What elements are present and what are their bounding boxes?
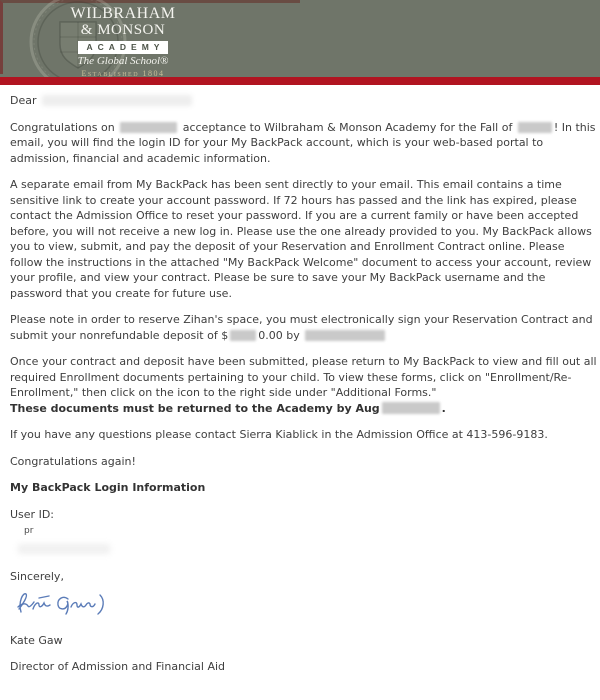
logo-established: Established 1804 — [81, 68, 165, 77]
reservation-text-1: Please note in order to reserve Zihan's space, you must electronically sign your Reservation Contract and submit your nonrefundable deposit of $ — [10, 313, 593, 342]
redacted-student-name — [120, 122, 177, 133]
redacted-recipient-name — [42, 95, 192, 106]
redacted-year — [518, 122, 552, 133]
logo-academy-banner: ACADEMY — [78, 41, 168, 54]
logo-name-line2: & MONSON — [80, 22, 166, 38]
paragraph-backpack-info: A separate email from My BackPack has been sent directly to your email. This email contains a time sensitive link to create your account password. If 72 hours has passed and the link has expired, please contact the Admission Office to reset your password. If you are a current family or have been accepted before, you will not receive a new log in. Please use the one already provided to you. My BackPack allows you to view, submit, and pay the deposit of your Reservation and Enrollment Contract online. Please follow the instructions in the attached "My BackPack Welcome" document to access your account, review your profile, and view your contract. Please be sure to save your My BackPack username and the password that you create for future use. — [10, 178, 592, 300]
congrats-text-2: acceptance to Wilbraham & Monson Academy for the Fall of — [179, 120, 516, 134]
paragraph-congratulations — [10, 120, 598, 167]
redacted-deposit-amount — [230, 330, 256, 341]
handwritten-signature — [14, 588, 598, 623]
user-id-block — [10, 507, 598, 539]
congrats-text-3: ! In this email, you will find the login ID for your My BackPack account, which is your web-based portal to admission, financial and academic information. — [10, 120, 596, 165]
signer-name: Kate Gaw — [10, 633, 63, 647]
closing-line: Sincerely, — [10, 569, 64, 583]
salutation-line — [10, 93, 598, 109]
signer-title: Director of Admission and Financial Aid — [10, 660, 226, 673]
enrollment-text: Once your contract and deposit have been submitted, please return to My BackPack to view and fill out all required Enrollment documents pertaining to your child. To view these forms, click on "Enrollment/Re-Enrollment," then click on the icon to the right side under "Additional Forms." — [10, 355, 597, 399]
redacted-user-id-line — [18, 544, 110, 554]
user-id-partial-value: pr — [24, 526, 34, 536]
redacted-due-date — [305, 330, 385, 341]
deadline-text: These documents must be returned to the Academy by Aug — [10, 401, 380, 415]
school-header — [0, 0, 600, 77]
signature-ink-icon — [14, 588, 114, 618]
paragraph-congrats-again: Congratulations again! — [10, 454, 136, 468]
salutation: Dear — [10, 94, 37, 107]
enrollment-deadline-line — [10, 401, 598, 417]
deadline-period: . — [441, 401, 446, 415]
logo-name-line1: WILBRAHAM — [70, 5, 176, 22]
logo-tagline: The Global School® — [77, 54, 169, 67]
user-id-label: User ID: — [10, 507, 54, 521]
school-logo — [70, 6, 176, 77]
redacted-deadline-date — [382, 402, 440, 414]
paragraph-questions: If you have any questions please contact Sierra Kiablick in the Admission Office at 413-596-9183. — [10, 428, 548, 441]
congrats-text-1: Congratulations on — [10, 120, 119, 134]
login-info-heading: My BackPack Login Information — [10, 481, 206, 494]
red-divider-stripe — [0, 77, 600, 85]
paragraph-enrollment — [10, 354, 598, 416]
paragraph-reservation — [10, 312, 598, 343]
letter-body — [0, 85, 600, 675]
reservation-text-2: 0.00 by — [258, 328, 304, 342]
